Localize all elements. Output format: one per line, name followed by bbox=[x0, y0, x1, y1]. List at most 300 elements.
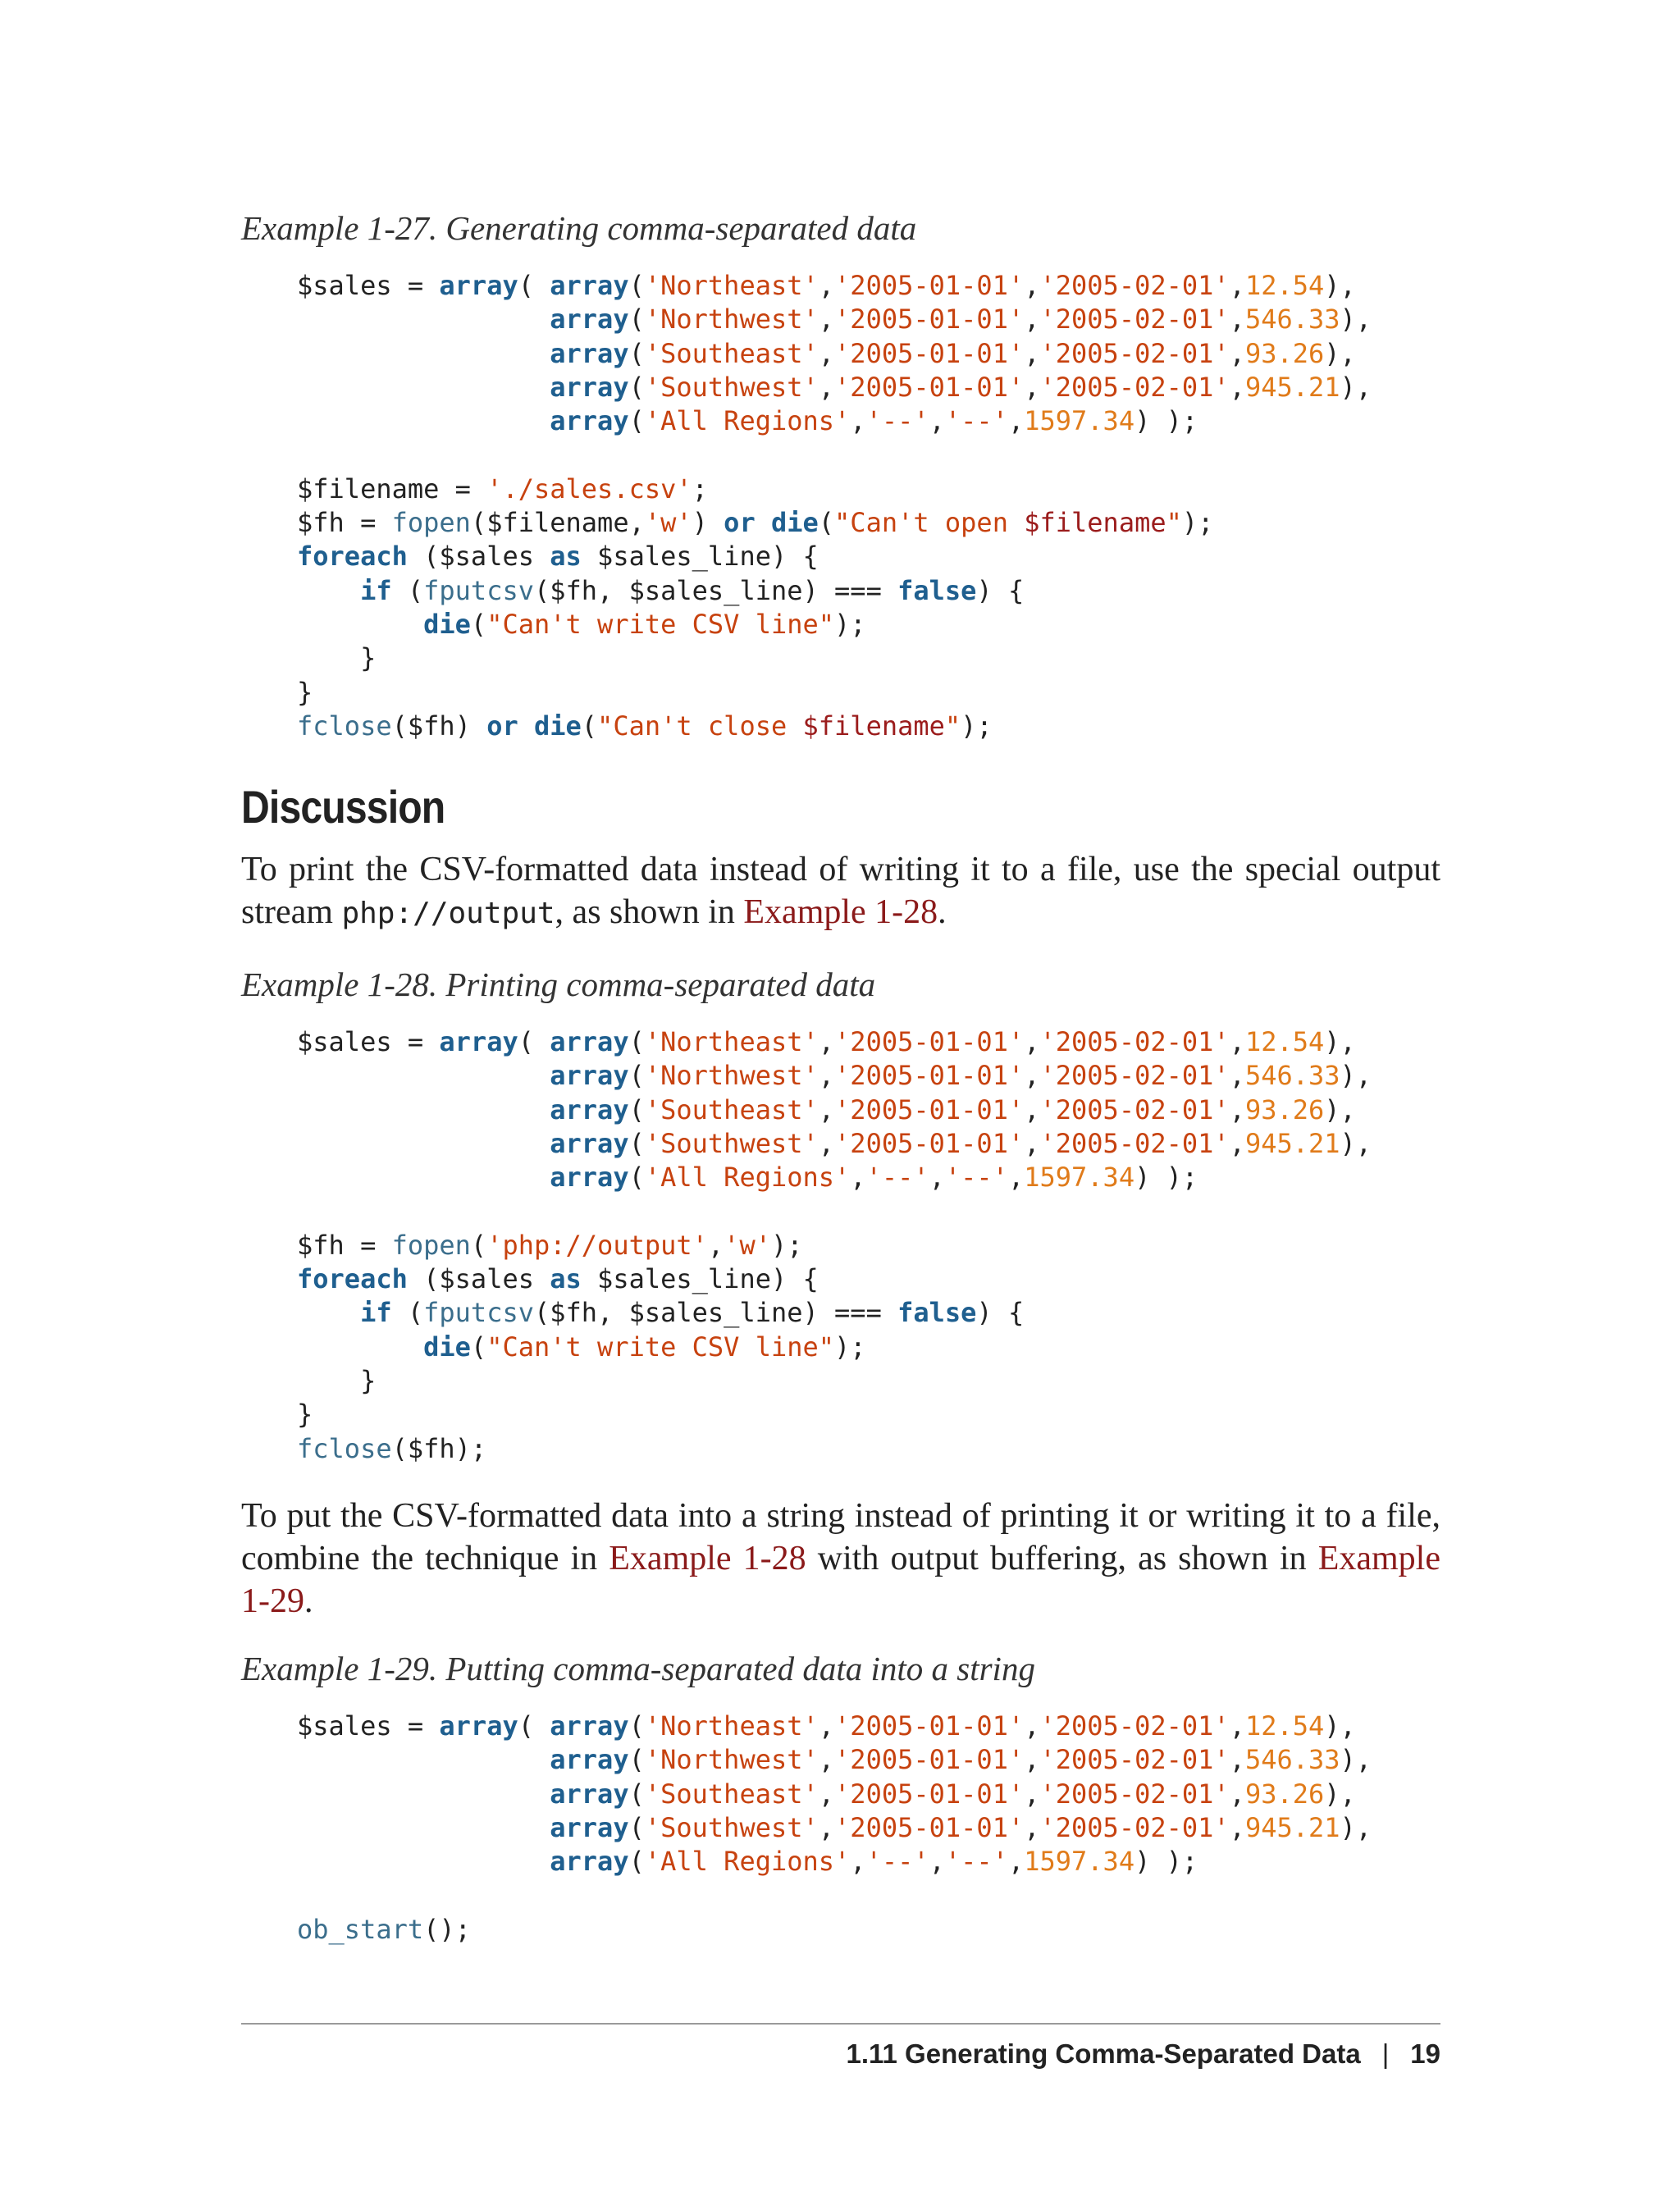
code-string: '2005-01-01' bbox=[834, 1093, 1025, 1125]
code-line bbox=[297, 710, 1372, 743]
code-text: } bbox=[297, 1399, 313, 1431]
code-line bbox=[297, 1913, 1372, 1947]
page-number: 19 bbox=[1410, 2038, 1440, 2069]
code-text: ( bbox=[628, 1811, 645, 1843]
code-text: , bbox=[1024, 1710, 1040, 1742]
code-text: ($fh); bbox=[391, 1432, 487, 1464]
code-text: ( bbox=[628, 1093, 645, 1125]
code-line bbox=[297, 1364, 1372, 1398]
code-text: , bbox=[1024, 1744, 1040, 1776]
code-function: fclose bbox=[297, 710, 392, 742]
code-text: , bbox=[1229, 1060, 1245, 1092]
code-text: ( bbox=[628, 405, 645, 437]
code-text bbox=[297, 1812, 550, 1843]
code-text: , bbox=[1229, 1811, 1245, 1843]
code-string: 'Northeast' bbox=[644, 270, 819, 301]
code-keyword: false bbox=[897, 1297, 977, 1329]
code-string: " bbox=[1166, 507, 1182, 539]
code-text: ); bbox=[770, 1229, 803, 1261]
code-number: 945.21 bbox=[1244, 1811, 1340, 1843]
code-keyword: array bbox=[550, 1127, 629, 1159]
code-line bbox=[297, 1093, 1372, 1127]
code-text: , bbox=[818, 1127, 835, 1159]
code-string: '2005-02-01' bbox=[1039, 1026, 1230, 1057]
code-string: " bbox=[944, 710, 961, 742]
code-string: '2005-01-01' bbox=[834, 1811, 1025, 1843]
code-text: , bbox=[818, 1811, 835, 1843]
code-text: $sales_line) { bbox=[581, 1263, 819, 1295]
code-text: ) ); bbox=[1134, 1846, 1198, 1878]
code-number: 12.54 bbox=[1244, 1710, 1325, 1742]
code-text bbox=[297, 1094, 550, 1125]
code-string: 'Southwest' bbox=[644, 1811, 819, 1843]
code-text: , bbox=[1229, 1778, 1245, 1810]
code-text: ); bbox=[834, 1331, 866, 1363]
code-number: 93.26 bbox=[1244, 1093, 1325, 1125]
example-1-27-code bbox=[297, 269, 1372, 743]
code-string: "Can't write CSV line" bbox=[486, 608, 835, 640]
code-text bbox=[297, 1744, 550, 1775]
code-number: 546.33 bbox=[1244, 304, 1340, 336]
code-string: '2005-01-01' bbox=[834, 1127, 1025, 1159]
code-text: ($fh) bbox=[391, 710, 487, 742]
code-number: 945.21 bbox=[1244, 371, 1340, 403]
code-keyword: array bbox=[550, 1060, 629, 1092]
code-line bbox=[297, 1811, 1372, 1845]
code-text: , bbox=[850, 405, 866, 437]
code-string: '2005-01-01' bbox=[834, 270, 1025, 301]
code-text: ), bbox=[1324, 1093, 1356, 1125]
code-line bbox=[297, 676, 1372, 710]
code-keyword: die bbox=[423, 608, 471, 640]
code-string: '2005-01-01' bbox=[834, 1744, 1025, 1776]
code-text: ), bbox=[1324, 337, 1356, 369]
code-text: , bbox=[850, 1162, 866, 1194]
code-line bbox=[297, 608, 1372, 641]
code-text: $fh = bbox=[297, 1229, 392, 1261]
code-text: , bbox=[1229, 1093, 1245, 1125]
code-number: 1597.34 bbox=[1024, 1162, 1135, 1194]
code-text: , bbox=[1229, 1026, 1245, 1057]
code-text: ( bbox=[628, 1060, 645, 1092]
code-keyword: array bbox=[550, 405, 629, 437]
code-text: ( bbox=[391, 1297, 424, 1329]
code-text: $sales = bbox=[297, 270, 440, 301]
code-line bbox=[297, 404, 1372, 438]
code-text bbox=[297, 405, 550, 436]
code-string: '2005-02-01' bbox=[1039, 1710, 1230, 1742]
code-string: '2005-01-01' bbox=[834, 1778, 1025, 1810]
code-text: ), bbox=[1324, 270, 1356, 301]
code-line bbox=[297, 574, 1372, 608]
code-string: '--' bbox=[944, 405, 1008, 437]
code-string: "Can't close bbox=[597, 710, 803, 742]
code-text bbox=[297, 1297, 360, 1328]
code-text bbox=[297, 1778, 550, 1810]
code-text: , bbox=[1229, 270, 1245, 301]
code-string: 'w' bbox=[644, 507, 692, 539]
code-string: '2005-01-01' bbox=[834, 304, 1025, 336]
code-string: './sales.csv' bbox=[486, 472, 692, 504]
code-text: ( bbox=[470, 1331, 487, 1363]
code-keyword: array bbox=[550, 371, 629, 403]
code-text: } bbox=[297, 642, 377, 674]
code-keyword: as bbox=[550, 1263, 582, 1295]
code-keyword: foreach bbox=[297, 1263, 408, 1295]
code-line bbox=[297, 1025, 1372, 1059]
code-text: , bbox=[1024, 337, 1040, 369]
code-text: , bbox=[707, 1229, 724, 1261]
code-text: , bbox=[1229, 337, 1245, 369]
code-line bbox=[297, 1161, 1372, 1194]
code-text: ), bbox=[1324, 1778, 1356, 1810]
code-text: ) ); bbox=[1134, 1162, 1198, 1194]
code-string: '2005-02-01' bbox=[1039, 1060, 1230, 1092]
code-text: , bbox=[1024, 1093, 1040, 1125]
code-line bbox=[297, 371, 1372, 404]
code-string: 'w' bbox=[724, 1229, 771, 1261]
code-text: ( bbox=[628, 337, 645, 369]
code-text: , bbox=[818, 1026, 835, 1057]
para-text: To print the CSV-formatted data instead of writing it to a file, use the special output stream bbox=[241, 851, 1440, 931]
code-text: ( bbox=[581, 710, 598, 742]
example-1-29-code bbox=[297, 1710, 1372, 1947]
code-string: 'Southeast' bbox=[644, 337, 819, 369]
code-string: '2005-02-01' bbox=[1039, 1744, 1230, 1776]
code-text: ) bbox=[692, 507, 724, 539]
code-string: '2005-02-01' bbox=[1039, 270, 1230, 301]
discussion-heading: Discussion bbox=[241, 781, 445, 833]
code-function: fputcsv bbox=[423, 1297, 534, 1329]
code-text: , bbox=[1024, 1060, 1040, 1092]
code-string: 'Southeast' bbox=[644, 1093, 819, 1125]
code-keyword: or bbox=[486, 710, 518, 742]
code-text: ( bbox=[470, 1229, 487, 1261]
code-variable: $filename bbox=[1024, 507, 1166, 539]
code-line bbox=[297, 641, 1372, 675]
code-line bbox=[297, 1296, 1372, 1330]
code-string: 'Southwest' bbox=[644, 371, 819, 403]
code-line bbox=[297, 1398, 1372, 1431]
code-text: ) ); bbox=[1134, 405, 1198, 437]
code-string: '2005-02-01' bbox=[1039, 1811, 1230, 1843]
code-function: fclose bbox=[297, 1432, 392, 1464]
code-keyword: array bbox=[550, 1778, 629, 1810]
code-line bbox=[297, 1710, 1372, 1743]
code-text: ( bbox=[518, 1026, 550, 1057]
code-line bbox=[297, 506, 1372, 540]
code-text: ( bbox=[818, 507, 835, 539]
code-text: ; bbox=[692, 472, 708, 504]
code-string: '2005-01-01' bbox=[834, 1026, 1025, 1057]
code-string: 'Northwest' bbox=[644, 1060, 819, 1092]
code-string: '--' bbox=[944, 1162, 1008, 1194]
code-text: } bbox=[297, 1364, 377, 1396]
code-line bbox=[297, 472, 1372, 506]
code-text: , bbox=[1229, 1127, 1245, 1159]
code-text: , bbox=[818, 270, 835, 301]
code-keyword: die bbox=[423, 1331, 471, 1363]
code-keyword: or bbox=[724, 507, 756, 539]
code-function: fopen bbox=[391, 1229, 471, 1261]
code-text: , bbox=[929, 1846, 945, 1878]
code-text bbox=[297, 372, 550, 403]
code-text: ($fh, $sales_line) === bbox=[533, 1297, 898, 1329]
code-text: ( bbox=[628, 304, 645, 336]
code-string: 'Southwest' bbox=[644, 1127, 819, 1159]
code-text bbox=[518, 710, 534, 742]
code-line bbox=[297, 1432, 1372, 1466]
code-text bbox=[297, 1331, 423, 1363]
code-text: , bbox=[1024, 371, 1040, 403]
code-text bbox=[297, 1060, 550, 1091]
code-number: 1597.34 bbox=[1024, 405, 1135, 437]
code-keyword: array bbox=[550, 1026, 629, 1057]
code-text: , bbox=[818, 337, 835, 369]
code-text: ), bbox=[1324, 1026, 1356, 1057]
code-text: , bbox=[1229, 371, 1245, 403]
example-1-28-caption: Example 1-28. Printing comma-separated data bbox=[241, 966, 876, 1003]
code-keyword: array bbox=[550, 1811, 629, 1843]
code-line bbox=[297, 438, 1372, 472]
code-text: } bbox=[297, 676, 313, 708]
code-line bbox=[297, 1262, 1372, 1296]
code-text: , bbox=[818, 1710, 835, 1742]
code-text: ($fh, $sales_line) === bbox=[533, 574, 898, 606]
example-1-27-caption: Example 1-27. Generating comma-separated data bbox=[241, 209, 917, 247]
code-text: ( bbox=[628, 1744, 645, 1776]
code-function: ob_start bbox=[297, 1913, 424, 1945]
code-text: , bbox=[1024, 1811, 1040, 1843]
code-text: $sales_line) { bbox=[581, 541, 819, 573]
code-string: '2005-02-01' bbox=[1039, 304, 1230, 336]
code-string: 'All Regions' bbox=[644, 405, 851, 437]
code-string: '2005-02-01' bbox=[1039, 337, 1230, 369]
code-string: '2005-01-01' bbox=[834, 1710, 1025, 1742]
code-text: , bbox=[818, 1060, 835, 1092]
code-function: fputcsv bbox=[423, 574, 534, 606]
code-keyword: array bbox=[550, 337, 629, 369]
code-string: 'Northeast' bbox=[644, 1710, 819, 1742]
code-keyword: array bbox=[550, 270, 629, 301]
code-text: (); bbox=[423, 1913, 471, 1945]
code-line bbox=[297, 1879, 1372, 1912]
code-line bbox=[297, 1127, 1372, 1161]
code-string: '--' bbox=[865, 1846, 929, 1878]
example-1-28-code bbox=[297, 1025, 1372, 1466]
example-1-29-link[interactable]: Example 1-29 bbox=[241, 1540, 1440, 1620]
code-text: , bbox=[1229, 1710, 1245, 1742]
code-text: , bbox=[929, 1162, 945, 1194]
buffering-paragraph bbox=[241, 1495, 1440, 1623]
code-keyword: if bbox=[360, 574, 392, 606]
code-line bbox=[297, 337, 1372, 371]
code-keyword: array bbox=[439, 1710, 518, 1742]
code-string: '2005-02-01' bbox=[1039, 1778, 1230, 1810]
code-line bbox=[297, 1331, 1372, 1364]
code-text: ), bbox=[1340, 1127, 1372, 1159]
code-text: ( bbox=[628, 1710, 645, 1742]
code-line bbox=[297, 1743, 1372, 1777]
code-text: $sales = bbox=[297, 1026, 440, 1057]
code-text: ), bbox=[1324, 1710, 1356, 1742]
code-string: 'Southeast' bbox=[644, 1778, 819, 1810]
code-keyword: array bbox=[550, 1162, 629, 1194]
code-string: 'Northwest' bbox=[644, 1744, 819, 1776]
code-keyword: if bbox=[360, 1297, 392, 1329]
code-text: ($filename, bbox=[470, 507, 645, 539]
code-text: ), bbox=[1340, 1060, 1372, 1092]
code-keyword: array bbox=[439, 1026, 518, 1057]
code-line bbox=[297, 1194, 1372, 1228]
code-number: 93.26 bbox=[1244, 337, 1325, 369]
para-text: To put the CSV-formatted data into a string instead of printing it or writing it to a file, combine the technique in bbox=[241, 1497, 1440, 1577]
code-number: 1597.34 bbox=[1024, 1846, 1135, 1878]
code-number: 12.54 bbox=[1244, 270, 1325, 301]
code-text: ); bbox=[961, 710, 993, 742]
code-function: fopen bbox=[391, 507, 471, 539]
code-text: ( bbox=[518, 270, 550, 301]
example-1-28-link[interactable]: Example 1-28 bbox=[743, 893, 938, 931]
code-text: ( bbox=[628, 270, 645, 301]
example-1-28-link[interactable]: Example 1-28 bbox=[609, 1540, 806, 1577]
code-text: ( bbox=[628, 1026, 645, 1057]
code-line bbox=[297, 1778, 1372, 1811]
code-text bbox=[756, 507, 771, 538]
code-text: , bbox=[1024, 270, 1040, 301]
code-text: $fh = bbox=[297, 507, 392, 539]
code-text: , bbox=[850, 1846, 866, 1878]
code-text: ($sales bbox=[407, 1263, 550, 1295]
code-string: 'All Regions' bbox=[644, 1162, 851, 1194]
code-text: , bbox=[929, 405, 945, 437]
code-line bbox=[297, 269, 1372, 303]
page-footer bbox=[846, 2034, 1440, 2074]
code-text: , bbox=[818, 371, 835, 403]
code-string: "Can't open bbox=[834, 507, 1025, 539]
code-line bbox=[297, 1229, 1372, 1262]
code-text bbox=[297, 304, 550, 335]
code-string: '2005-01-01' bbox=[834, 1060, 1025, 1092]
code-text: ( bbox=[628, 1162, 645, 1194]
code-text: ), bbox=[1340, 304, 1372, 336]
code-text: ), bbox=[1340, 1744, 1372, 1776]
code-text bbox=[297, 609, 423, 640]
code-text: , bbox=[1007, 1846, 1025, 1878]
code-number: 93.26 bbox=[1244, 1778, 1325, 1810]
code-keyword: die bbox=[770, 507, 819, 539]
code-variable: $filename bbox=[802, 710, 945, 742]
code-line bbox=[297, 1845, 1372, 1879]
code-keyword: false bbox=[897, 574, 977, 606]
code-text: , bbox=[1229, 1744, 1245, 1776]
code-string: '2005-02-01' bbox=[1039, 371, 1230, 403]
code-text: ( bbox=[628, 1778, 645, 1810]
code-string: '2005-02-01' bbox=[1039, 1127, 1230, 1159]
code-string: 'Northeast' bbox=[644, 1026, 819, 1057]
code-text: ( bbox=[470, 608, 487, 640]
code-text: , bbox=[1007, 405, 1025, 437]
code-keyword: foreach bbox=[297, 541, 408, 573]
code-text bbox=[297, 1846, 550, 1877]
para-text: , as shown in bbox=[555, 893, 744, 931]
code-text: ( bbox=[628, 1127, 645, 1159]
code-string: '--' bbox=[865, 405, 929, 437]
code-line bbox=[297, 303, 1372, 336]
code-text: , bbox=[818, 1744, 835, 1776]
code-text: ) { bbox=[976, 574, 1025, 606]
code-string: "Can't write CSV line" bbox=[486, 1331, 835, 1363]
code-string: '2005-02-01' bbox=[1039, 1093, 1230, 1125]
discussion-paragraph bbox=[241, 848, 1440, 935]
code-text: $filename = bbox=[297, 472, 487, 504]
code-string: 'All Regions' bbox=[644, 1846, 851, 1878]
code-keyword: as bbox=[550, 541, 582, 573]
inline-code: php://output bbox=[341, 897, 555, 930]
code-text bbox=[297, 575, 360, 606]
code-text: ), bbox=[1340, 371, 1372, 403]
code-string: '--' bbox=[865, 1162, 929, 1194]
para-text: . bbox=[304, 1582, 313, 1620]
code-text bbox=[297, 338, 550, 369]
code-number: 546.33 bbox=[1244, 1744, 1340, 1776]
code-text: ) { bbox=[976, 1297, 1025, 1329]
footer-section-title: 1.11 Generating Comma-Separated Data bbox=[846, 2038, 1361, 2069]
code-number: 546.33 bbox=[1244, 1060, 1340, 1092]
code-text: , bbox=[1007, 1162, 1025, 1194]
code-text: ); bbox=[1181, 507, 1214, 539]
code-string: '--' bbox=[944, 1846, 1008, 1878]
code-keyword: array bbox=[550, 1744, 629, 1776]
code-keyword: array bbox=[550, 1710, 629, 1742]
code-text: ( bbox=[518, 1710, 550, 1742]
code-string: 'php://output' bbox=[486, 1229, 708, 1261]
code-text: ), bbox=[1340, 1811, 1372, 1843]
code-keyword: die bbox=[533, 710, 582, 742]
code-line bbox=[297, 540, 1372, 573]
code-string: '2005-01-01' bbox=[834, 337, 1025, 369]
code-text: , bbox=[1024, 1026, 1040, 1057]
code-text bbox=[297, 1162, 550, 1193]
code-text: , bbox=[818, 304, 835, 336]
footer-rule bbox=[241, 2023, 1440, 2025]
code-text: , bbox=[818, 1778, 835, 1810]
code-keyword: array bbox=[439, 270, 518, 301]
code-text: , bbox=[818, 1093, 835, 1125]
footer-separator: | bbox=[1381, 2038, 1390, 2069]
code-text: , bbox=[1024, 1778, 1040, 1810]
code-text: , bbox=[1229, 304, 1245, 336]
code-text: ( bbox=[391, 574, 424, 606]
code-text: , bbox=[1024, 1127, 1040, 1159]
code-text: $sales = bbox=[297, 1710, 440, 1742]
code-line bbox=[297, 1059, 1372, 1093]
code-number: 945.21 bbox=[1244, 1127, 1340, 1159]
code-string: 'Northwest' bbox=[644, 304, 819, 336]
code-number: 12.54 bbox=[1244, 1026, 1325, 1057]
code-text bbox=[297, 1128, 550, 1159]
para-text: with output buffering, as shown in bbox=[806, 1540, 1318, 1577]
para-text: . bbox=[938, 893, 947, 931]
code-keyword: array bbox=[550, 1093, 629, 1125]
code-string: '2005-01-01' bbox=[834, 371, 1025, 403]
code-text: ( bbox=[628, 371, 645, 403]
code-keyword: array bbox=[550, 1846, 629, 1878]
code-keyword: array bbox=[550, 304, 629, 336]
code-text: , bbox=[1024, 304, 1040, 336]
code-text: ($sales bbox=[407, 541, 550, 573]
code-text: ); bbox=[834, 608, 866, 640]
